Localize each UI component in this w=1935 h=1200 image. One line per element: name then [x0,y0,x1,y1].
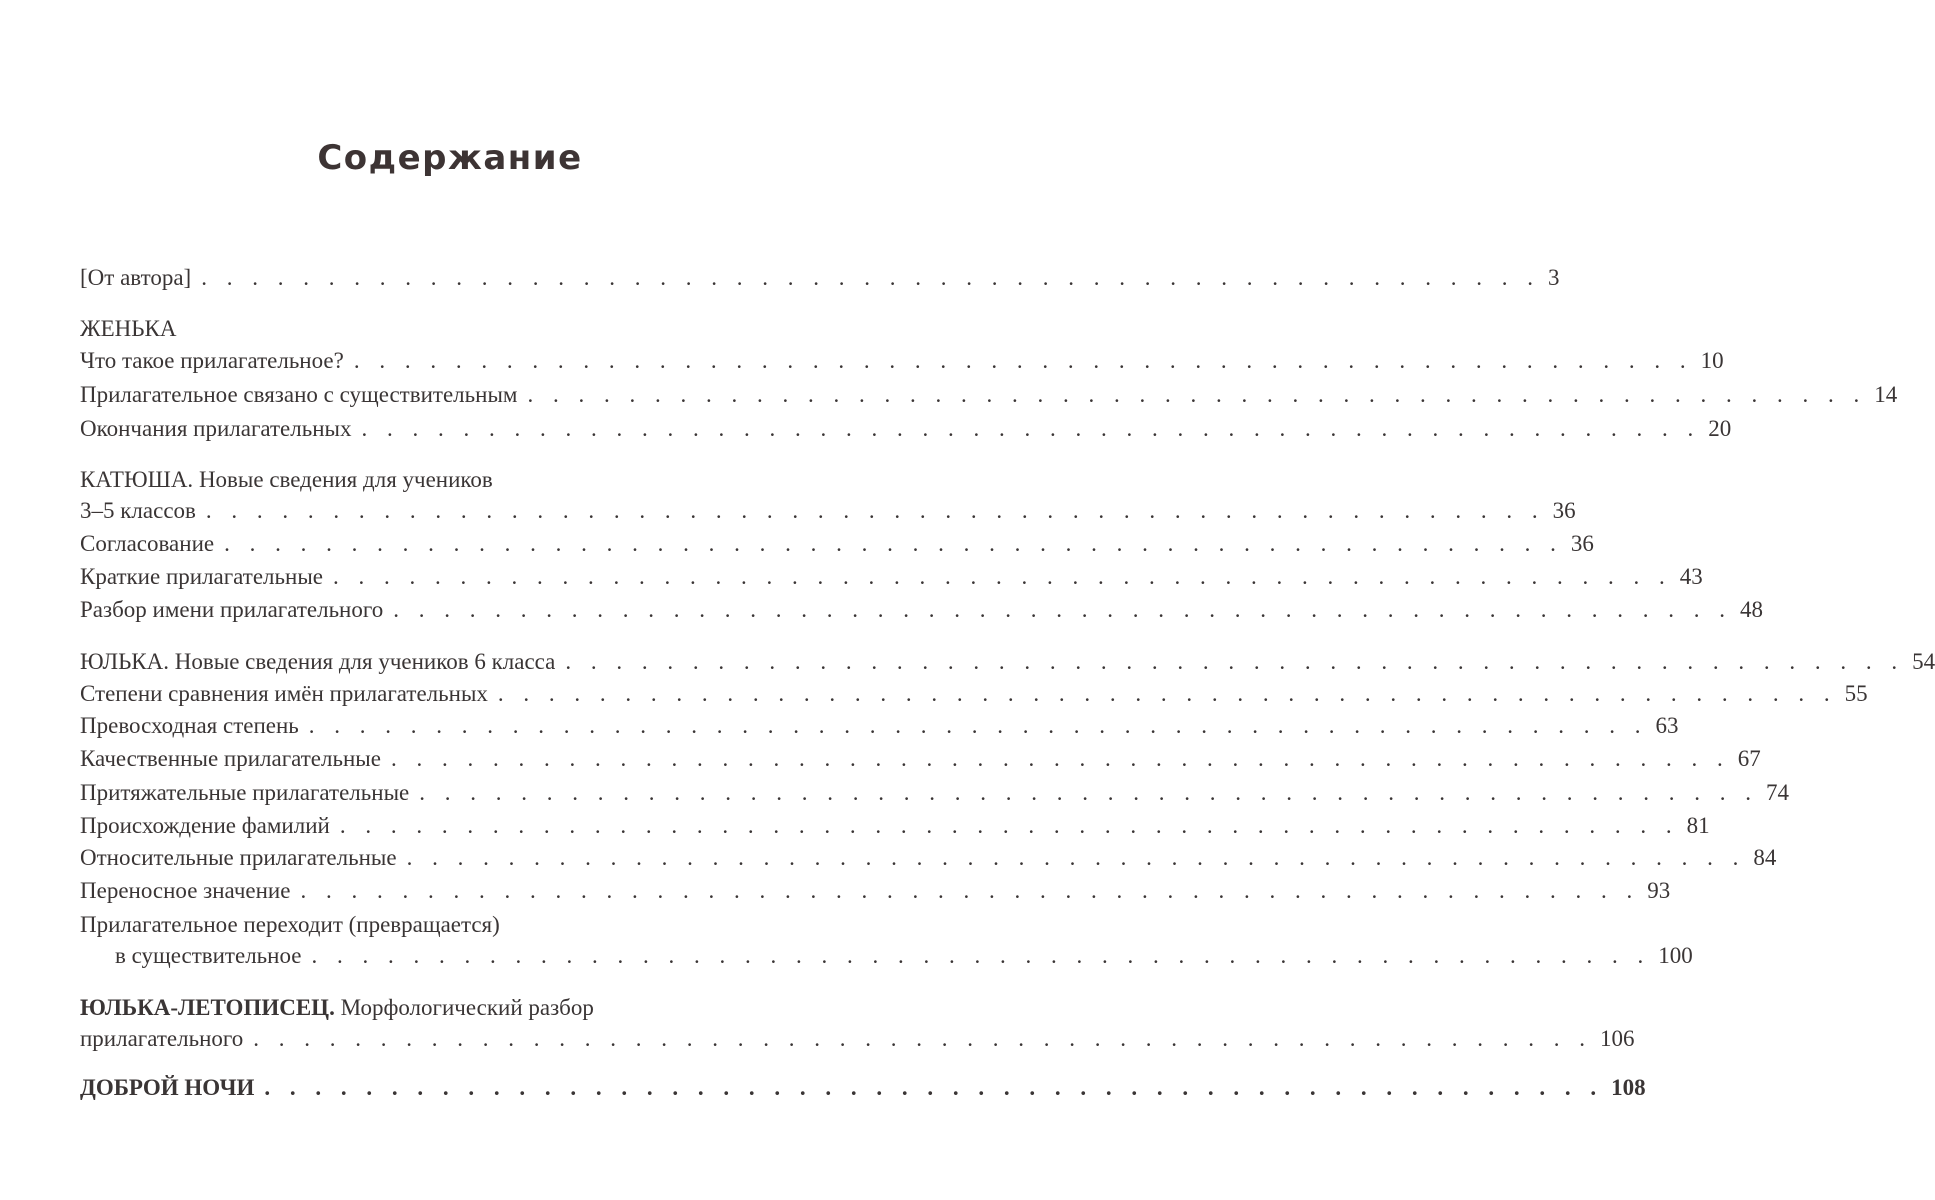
dot-leader: . . . . . . . . . . . . . . . . . . . . . . . . . . . . . . . . . . . . . . . . . . . . . . . . . . . . . [308,713,1648,738]
toc-entry[interactable] [80,1024,1635,1054]
toc-page-number: 14 [1874,382,1898,407]
toc-page-number: 3 [1547,265,1560,290]
dot-leader: . . . . . . . . . . . . . . . . . . . . . . . . . . . . . . . . . . . . . . . . . . . . . . . . . . . . . [390,746,1730,771]
toc-entry[interactable] [80,876,1671,906]
toc-page-number: 36 [1570,531,1594,556]
dot-leader: . . . . . . . . . . . . . . . . . . . . . . . . . . . . . . . . . . . . . . . . . . . . . . . . . . . . . [419,780,1758,805]
toc-section-title: ЖЕНЬКА [80,316,177,341]
page-title: Содержание [317,138,583,178]
toc-entry-title: Степени сравнения имён прилагательных [80,681,488,706]
dot-leader: . . . . . . . . . . . . . . . . . . . . . . . . . . . . . . . . . . . . . . . . . . . . . . . . . . . . . [497,681,1837,706]
toc-entry-title: 3–5 классов [80,498,196,523]
toc-section-heading[interactable] [80,993,594,1023]
toc-entry-title: Прилагательное переходит (превращается) [80,912,500,937]
dot-leader: . . . . . . . . . . . . . . . . . . . . . . . . . . . . . . . . . . . . . . . . . . . . . . . . . . . . . [406,845,1746,870]
toc-page-number: 74 [1766,780,1789,805]
toc-entry[interactable] [115,941,1693,971]
toc-page-number: 10 [1700,348,1724,373]
toc-entry[interactable] [80,679,1868,709]
toc-entry-title: Разбор имени прилагательного [80,597,384,622]
toc-entry[interactable] [80,778,1789,808]
toc-page-number: 20 [1708,416,1732,441]
toc-entry-title: Происхождение фамилий [80,813,330,838]
toc-entry-title: Относительные прилагательные [80,845,397,870]
toc-page-number: 54 [1912,649,1935,674]
dot-leader: . . . . . . . . . . . . . . . . . . . . . . . . . . . . . . . . . . . . . . . . . . . . . . . . . . . . . [311,943,1651,968]
toc-page-number: 36 [1552,498,1576,523]
toc-entry-title: Качественные прилагательные [80,746,381,771]
toc-entry[interactable] [80,414,1732,444]
toc-page-number: 106 [1600,1026,1635,1051]
toc-entry-title: ДОБРОЙ НОЧИ [80,1075,255,1100]
dot-leader: . . . . . . . . . . . . . . . . . . . . . . . . . . . . . . . . . . . . . . . . . . . . . . . . . . . . . [333,564,1672,589]
dot-leader: . . . . . . . . . . . . . . . . . . . . . . . . . . . . . . . . . . . . . . . . . . . . . . . . . . . . . [565,649,1905,674]
toc-entry[interactable] [80,744,1761,774]
toc-entry[interactable] [80,811,1710,841]
toc-entry[interactable] [80,496,1576,526]
toc-entry-title: Переносное значение [80,878,291,903]
toc-entry-title: прилагательного [80,1026,244,1051]
toc-entry[interactable] [80,263,1560,293]
toc-entry[interactable] [80,1073,1646,1103]
toc-entry[interactable] [80,380,1898,410]
toc-entry[interactable] [80,529,1594,559]
dot-leader: . . . . . . . . . . . . . . . . . . . . . . . . . . . . . . . . . . . . . . . . . . . . . . . . . . . . . [205,498,1545,523]
toc-page-number: 100 [1658,943,1693,968]
toc-entry-title: Краткие прилагательные [80,564,323,589]
dot-leader: . . . . . . . . . . . . . . . . . . . . . . . . . . . . . . . . . . . . . . . . . . . . . . . . . . . . . [527,382,1867,407]
toc-section-subtitle: Морфологический разбор [340,995,594,1020]
dot-leader: . . . . . . . . . . . . . . . . . . . . . . . . . . . . . . . . . . . . . . . . . . . . . . . . . . . . . [339,813,1679,838]
dot-leader: . . . . . . . . . . . . . . . . . . . . . . . . . . . . . . . . . . . . . . . . . . . . . . . . . . . . . [201,265,1540,290]
dot-leader: . . . . . . . . . . . . . . . . . . . . . . . . . . . . . . . . . . . . . . . . . . . . . . . . . . . . . [361,416,1701,441]
toc-page-number: 84 [1753,845,1777,870]
toc-entry-continued[interactable] [80,910,500,940]
toc-entry-title: [От автора] [80,265,192,290]
dot-leader: . . . . . . . . . . . . . . . . . . . . . . . . . . . . . . . . . . . . . . . . . . . . . . . . . . . . . [300,878,1640,903]
toc-entry-title: Что такое прилагательное? [80,348,344,373]
toc-entry-title: в существительное [115,943,302,968]
toc-page-number: 81 [1686,813,1710,838]
toc-section-title: ЮЛЬКА-ЛЕТОПИСЕЦ. [80,995,335,1020]
toc-page-number: 48 [1739,597,1763,622]
dot-leader: . . . . . . . . . . . . . . . . . . . . . . . . . . . . . . . . . . . . . . . . . . . . . . . . . . . . . [393,597,1732,622]
toc-section-title: КАТЮША. [80,467,194,492]
toc-section-heading[interactable] [80,465,493,495]
toc-entry-title: Притяжательные прилагательные [80,780,410,805]
toc-page-number: 108 [1611,1075,1646,1100]
toc-entry[interactable] [80,843,1777,873]
toc-entry-title: Прилагательное связано с существительным [80,382,518,407]
toc-entry[interactable] [80,711,1679,741]
toc-entry-title: Окончания прилагательных [80,416,352,441]
dot-leader: . . . . . . . . . . . . . . . . . . . . . . . . . . . . . . . . . . . . . . . . . . . . . . . . . . . . . [353,348,1693,373]
toc-entry[interactable] [80,595,1763,625]
toc-section-subtitle: Новые сведения для учеников [198,467,493,492]
toc-entry-title: Превосходная степень [80,713,299,738]
toc-section-subtitle: Новые сведения для учеников 6 класса [174,649,556,674]
dot-leader: . . . . . . . . . . . . . . . . . . . . . . . . . . . . . . . . . . . . . . . . . . . . . . . . . . . . . [264,1075,1604,1100]
toc-page-number: 67 [1737,746,1761,771]
toc-section-title: ЮЛЬКА. [80,649,170,674]
dot-leader: . . . . . . . . . . . . . . . . . . . . . . . . . . . . . . . . . . . . . . . . . . . . . . . . . . . . . [224,531,1563,556]
toc-entry[interactable] [80,562,1703,592]
toc-entry[interactable] [80,647,1935,677]
toc-section-heading[interactable] [80,314,176,344]
toc-page-number: 63 [1655,713,1679,738]
toc-page-number: 93 [1647,878,1671,903]
toc-page-number: 55 [1844,681,1868,706]
toc-page-number: 43 [1679,564,1703,589]
dot-leader: . . . . . . . . . . . . . . . . . . . . . . . . . . . . . . . . . . . . . . . . . . . . . . . . . . . . . [253,1026,1592,1051]
toc-entry-title: Согласование [80,531,215,556]
toc-entry[interactable] [80,346,1724,376]
